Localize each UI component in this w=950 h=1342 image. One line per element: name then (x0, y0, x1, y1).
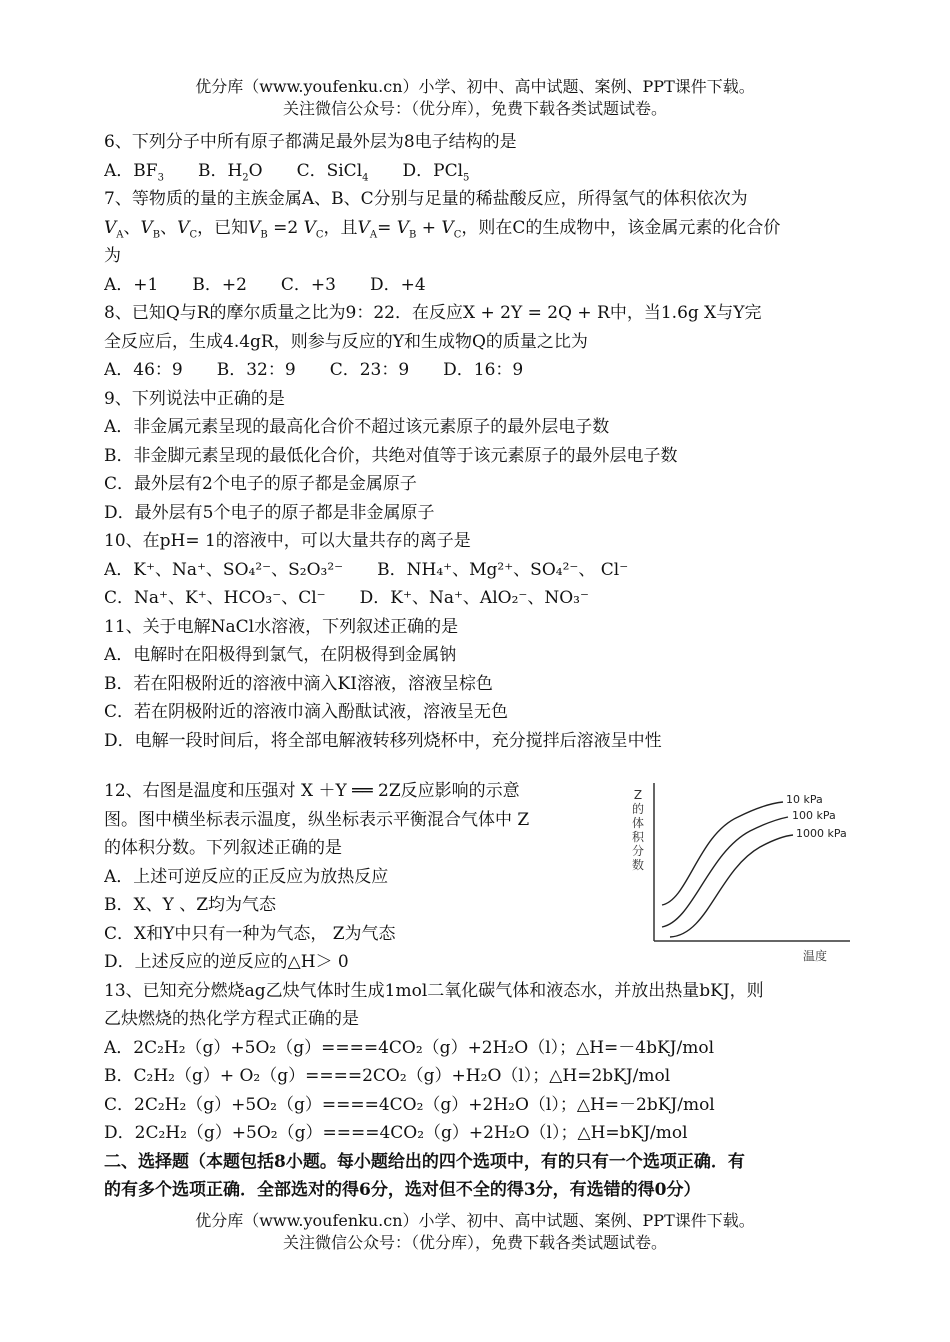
q7-option-c: C．+3 (280, 274, 336, 295)
q6-option-b: B．$H_2O$ (197, 160, 263, 183)
x-axis-label: 温度 (803, 949, 828, 963)
q11-stem: 11、关于电解NaCl水溶液，下列叙述正确的是 (104, 616, 459, 637)
svg-text:体: 体 (631, 816, 645, 830)
question-content (104, 128, 849, 1205)
q12-block (104, 777, 849, 977)
curve-label-1000kpa: 1000 kPa (796, 827, 847, 840)
q10-options-ab: A．K⁺、Na⁺、SO₄²⁻、S₂O₃²⁻ B．NH₄⁺、Mg²⁺、SO₄²⁻、 Cl⁻ (104, 559, 629, 580)
q6-option-c: C．SiCl$_4$ (296, 160, 369, 183)
q12-figure (618, 775, 858, 965)
q6-stem: 6、下列分子中所有原子都满足最外层为8电子结构的是 (104, 132, 517, 152)
curve-100kpa (662, 817, 788, 927)
curve-label-100kpa: 100 kPa (792, 809, 836, 822)
q10-stem: 10、在pH= 1的溶液中，可以大量共存的离子是 (104, 531, 471, 551)
q12-option-b: B．X、Y 、Z均为气态 (104, 895, 277, 915)
section2-heading-line-2: 的有多个选项正确．全部选对的得6分，选对但不全的得3分，有选错的得0分） (104, 1180, 701, 1200)
q7-line-2: $V_A$、$V_B$、$V_C$，已知$V_B =2$ $V_C$，且$V_A= V_B + V_C$，则在C的生成物中，该金属元素的化合价 (104, 217, 781, 240)
q11-option-b: B．若在阳极附近的溶液中滴入KI溶液，溶液呈棕色 (104, 673, 493, 694)
q6-options (104, 157, 849, 186)
q9-option-a: A．非金属元素呈现的最高化合价不超过该元素原子的最外层电子数 (104, 417, 610, 437)
q7-option-a: A．+1 (104, 274, 159, 295)
header-line-2: 关注微信公众号：（优分库），免费下载各类试题试卷。 (282, 99, 667, 118)
curve-label-10kpa: 10 kPa (786, 793, 823, 806)
q7-line-3: 为 (104, 246, 121, 266)
q11-option-d: D．电解一段时间后，将全部电解液转移列烧杯中，充分搅拌后溶液呈中性 (104, 730, 662, 751)
q13-line-1: 13、已知充分燃烧ag乙炔气体时生成1mol二氧化碳气体和液态水，并放出热量bKJ，则 (104, 980, 764, 1001)
q12-option-a: A．上述可逆反应的正反应为放热反应 (104, 866, 389, 887)
q8-options (104, 356, 849, 385)
header-line-1: 优分库（www.youfenku.cn）小学、初中、高中试题、案例、PPT课件下载。 (195, 77, 755, 96)
q7-option-b: B．+2 (192, 274, 247, 295)
pressure-temperature-graph (618, 775, 858, 965)
q12-line-2: 图。图中横坐标表示温度，纵坐标表示平衡混合气体中 Z (104, 809, 530, 830)
q8-line-1: 8、已知Q与R的摩尔质量之比为9：22．在反应X + 2Y = 2Q + R中，当1.6g X与Y完 (104, 303, 762, 323)
q13-option-c: C．2C₂H₂（g）+5O₂（g）====4CO₂（g）+2H₂O（l）；△H=－2bKJ/mol (104, 1094, 715, 1115)
q12-line-3: 的体积分数。下列叙述正确的是 (104, 838, 342, 858)
page-footer (0, 1210, 950, 1254)
curve-1000kpa (670, 835, 793, 937)
q9-option-c: C．最外层有2个电子的原子都是金属原子 (104, 474, 417, 494)
q13-option-d: D．2C₂H₂（g）+5O₂（g）====4CO₂（g）+2H₂O（l）；△H=bKJ/mol (104, 1123, 688, 1143)
footer-line-2: 关注微信公众号：（优分库），免费下载各类试题试卷。 (282, 1233, 667, 1252)
q8-line-2: 全反应后，生成4.4gR，则参与反应的Y和生成物Q的质量之比为 (104, 331, 588, 352)
q6-option-a: A．$BF_3$ (104, 160, 164, 183)
q13-option-a: A．2C₂H₂（g）+5O₂（g）====4CO₂（g）+2H₂O（l）；△H=－4bKJ/mol (104, 1037, 715, 1058)
q7-line-1: 7、等物质的量的主族金属A、B、C分别与足量的稀盐酸反应，所得氢气的体积依次为 (104, 189, 748, 209)
q6-option-d: D．PCl$_5$ (402, 160, 470, 183)
q11-option-c: C．若在阴极附近的溶液巾滴入酚酞试液，溶液呈无色 (104, 702, 509, 722)
q12-option-d: D．上述反应的逆反应的△H＞ 0 (104, 952, 349, 972)
section2-heading-line-1: 二、选择题（本题包括8小题。每小题给出的四个选项中，有的只有一个选项正确．有 (104, 1151, 745, 1172)
curve-10kpa (662, 802, 783, 905)
q12-line-1: 12、右图是温度和压强对 X ＋Y ══ 2Z反应影响的示意 (104, 781, 520, 801)
q9-option-b: B．非金脚元素呈现的最低化合价，共绝对值等于该元素原子的最外层电子数 (104, 445, 678, 466)
svg-text:数: 数 (631, 858, 645, 872)
svg-text:的: 的 (631, 802, 645, 816)
q11-option-a: A．电解时在阳极得到氯气，在阴极得到金属钠 (104, 645, 457, 665)
q7-option-d: D．+4 (369, 274, 426, 295)
svg-text:Z: Z (633, 788, 643, 802)
footer-line-1: 优分库（www.youfenku.cn）小学、初中、高中试题、案例、PPT课件下载。 (195, 1211, 755, 1230)
q8-option-a: A．46：9 (104, 360, 183, 380)
q12-option-c: C．X和Y中只有一种为气态， Z为气态 (104, 923, 396, 944)
page-header (0, 76, 950, 120)
q9-option-d: D．最外层有5个电子的原子都是非金属原子 (104, 502, 435, 523)
q10-options-cd: C．Na⁺、K⁺、HCO₃⁻、Cl⁻ D．K⁺、Na⁺、AlO₂⁻、NO₃⁻ (104, 588, 589, 608)
q7-options (104, 271, 849, 300)
q8-option-b: B．32：9 (216, 360, 296, 380)
q13-option-b: B．C₂H₂（g）+ O₂（g）====2CO₂（g）+H₂O（l）；△H=2bKJ/mol (104, 1066, 671, 1086)
svg-text:积: 积 (631, 830, 645, 844)
q8-option-d: D．16：9 (443, 360, 524, 380)
q13-line-2: 乙炔燃烧的热化学方程式正确的是 (104, 1009, 359, 1029)
q8-option-c: C．23：9 (329, 360, 410, 380)
svg-text:分: 分 (631, 844, 645, 858)
y-axis-label (632, 788, 645, 872)
q9-stem: 9、下列说法中正确的是 (104, 388, 285, 409)
